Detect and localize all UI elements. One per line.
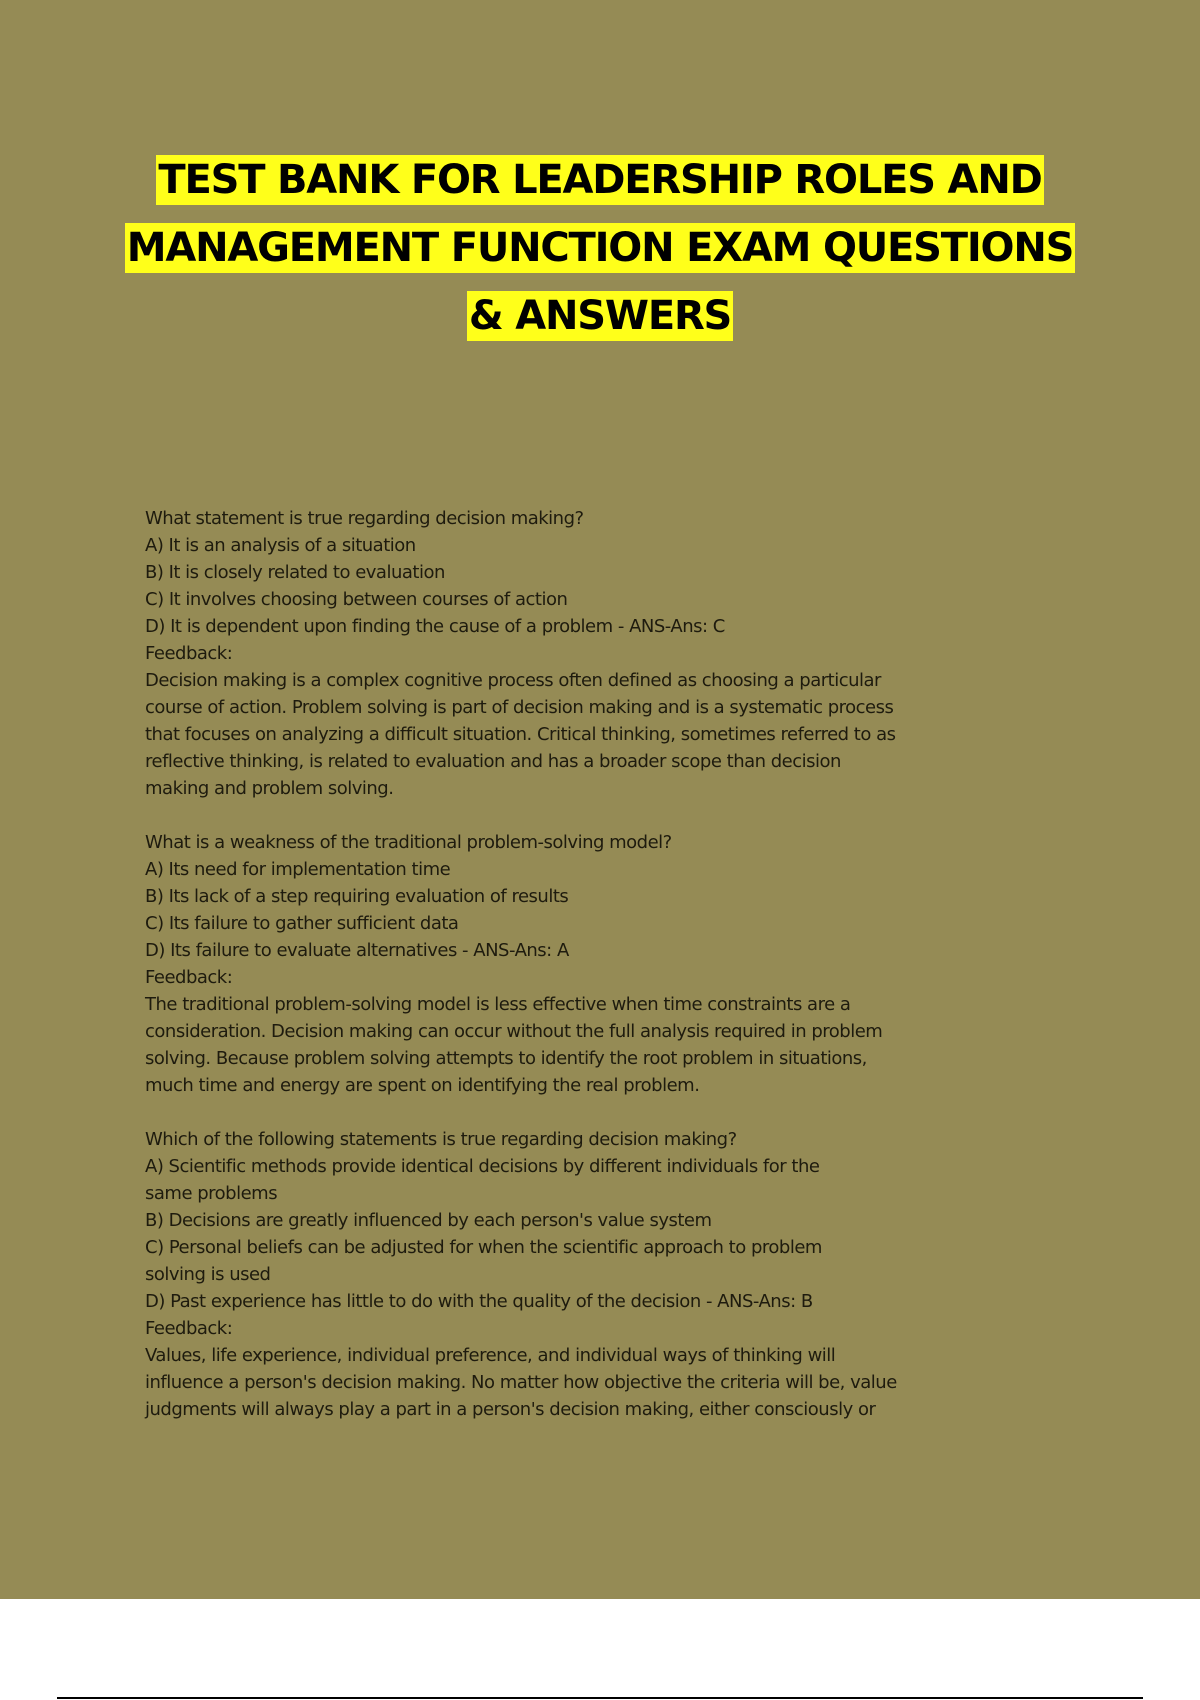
answer-option: A) Its need for implementation time <box>145 859 451 880</box>
answer-option: D) Past experience has little to do with the quality of the decision - ANS-Ans: B <box>145 1291 813 1312</box>
feedback-text: The traditional problem-solving model is less effective when time constraints are a <box>145 994 851 1015</box>
answer-option: A) Scientific methods provide identical decisions by different individuals for the <box>145 1156 820 1177</box>
answer-option: A) It is an analysis of a situation <box>145 535 416 556</box>
question-block <box>145 1126 945 1423</box>
answer-option: B) Its lack of a step requiring evaluation of results <box>145 886 569 907</box>
answer-option: same problems <box>145 1183 278 1204</box>
question-list <box>145 505 945 1450</box>
feedback-text: reflective thinking, is related to evaluation and has a broader scope than decision <box>145 751 841 772</box>
answer-option: B) It is closely related to evaluation <box>145 562 445 583</box>
answer-option: C) Personal beliefs can be adjusted for when the scientific approach to problem <box>145 1237 822 1258</box>
question-block <box>145 505 945 802</box>
feedback-text: solving. Because problem solving attempts to identify the root problem in situations, <box>145 1048 867 1069</box>
question-text: Which of the following statements is true regarding decision making? <box>145 1129 737 1150</box>
question-text: What is a weakness of the traditional problem-solving model? <box>145 832 672 853</box>
feedback-text: Decision making is a complex cognitive process often defined as choosing a particular <box>145 670 881 691</box>
feedback-text: consideration. Decision making can occur without the full analysis required in problem <box>145 1021 883 1042</box>
feedback-text: course of action. Problem solving is part of decision making and is a systematic process <box>145 697 894 718</box>
title-line: MANAGEMENT FUNCTION EXAM QUESTIONS <box>126 225 1074 271</box>
feedback-label: Feedback: <box>145 643 233 664</box>
feedback-text: Values, life experience, individual preference, and individual ways of thinking will <box>145 1345 836 1366</box>
question-block <box>145 829 945 1099</box>
feedback-label: Feedback: <box>145 967 233 988</box>
answer-option: solving is used <box>145 1264 271 1285</box>
answer-option: D) It is dependent upon finding the cause of a problem - ANS-Ans: C <box>145 616 725 637</box>
title-line: & ANSWERS <box>468 293 732 339</box>
answer-option: D) Its failure to evaluate alternatives - ANS-Ans: A <box>145 940 569 961</box>
feedback-label: Feedback: <box>145 1318 233 1339</box>
feedback-text: judgments will always play a part in a person's decision making, either consciously or <box>145 1399 876 1420</box>
answer-option: C) Its failure to gather sufficient data <box>145 913 459 934</box>
feedback-text: much time and energy are spent on identifying the real problem. <box>145 1075 700 1096</box>
page-divider <box>57 1697 1143 1699</box>
document-title <box>0 146 1200 350</box>
feedback-text: that focuses on analyzing a difficult situation. Critical thinking, sometimes referred to as <box>145 724 896 745</box>
answer-option: C) It involves choosing between courses of action <box>145 589 568 610</box>
answer-option: B) Decisions are greatly influenced by each person's value system <box>145 1210 712 1231</box>
title-line: TEST BANK FOR LEADERSHIP ROLES AND <box>158 157 1042 203</box>
question-text: What statement is true regarding decision making? <box>145 508 584 529</box>
feedback-text: making and problem solving. <box>145 778 394 799</box>
feedback-text: influence a person's decision making. No matter how objective the criteria will be, value <box>145 1372 897 1393</box>
